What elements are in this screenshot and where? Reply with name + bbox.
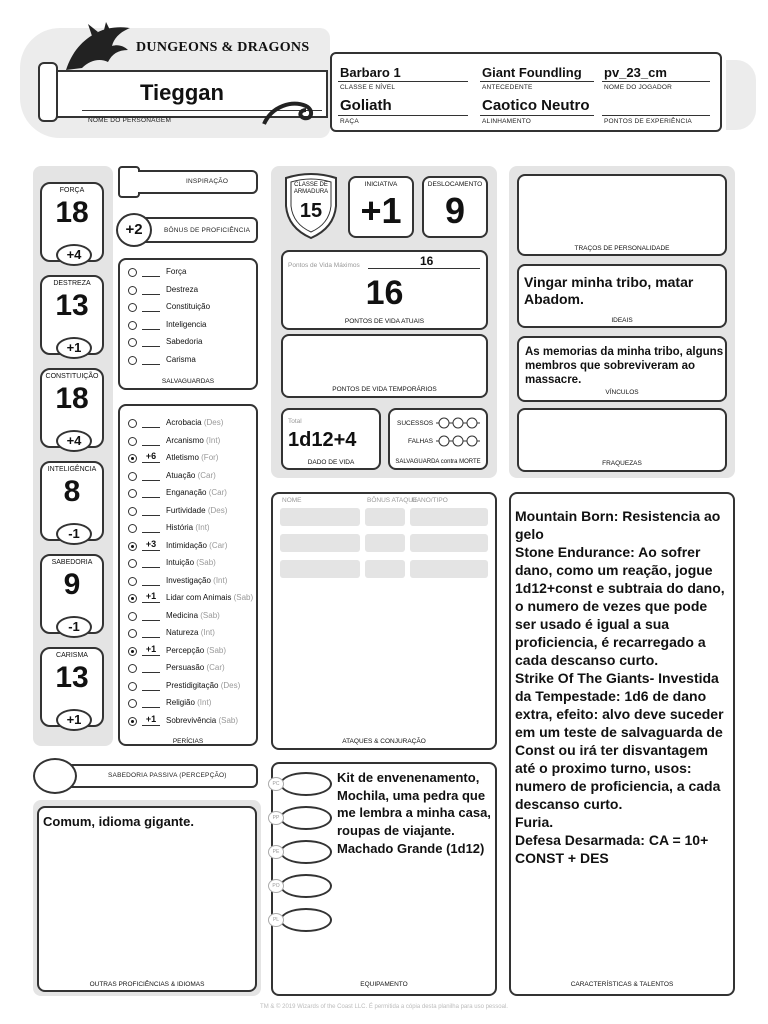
skill-name <box>166 558 216 567</box>
xp-label: PONTOS DE EXPERIÊNCIA <box>604 118 692 125</box>
proficiency-dot[interactable] <box>128 507 137 516</box>
inspiration-box[interactable] <box>118 166 140 198</box>
value-line <box>142 637 160 638</box>
proficiency-dot[interactable] <box>128 559 137 568</box>
value-line <box>142 311 160 312</box>
race-label: RAÇA <box>340 118 359 125</box>
skill-value[interactable]: +1 <box>145 643 157 654</box>
ability-score[interactable]: 18 <box>55 196 89 229</box>
skill-name <box>166 541 227 550</box>
proficiency-dot[interactable] <box>128 524 137 533</box>
value-line <box>142 602 160 603</box>
proficiency-dot[interactable] <box>128 303 137 312</box>
background-label: ANTECEDENTE <box>482 84 533 91</box>
hp-current-label: PONTOS DE VIDA ATUAIS <box>344 318 425 325</box>
ability-score[interactable]: 13 <box>55 661 89 694</box>
skill-name <box>166 471 216 480</box>
ability-score[interactable]: 9 <box>63 568 81 601</box>
proficiency-dot[interactable] <box>128 489 137 498</box>
banner-scroll-left <box>38 62 58 122</box>
coin-amount[interactable] <box>280 840 332 864</box>
attack-bonus-cell[interactable] <box>365 560 405 578</box>
coin-amount[interactable] <box>280 806 332 830</box>
skill-attribute: (Sab) <box>233 593 254 602</box>
skill-attribute: (Int) <box>197 698 212 707</box>
ability-score[interactable]: 13 <box>55 289 89 322</box>
player-line <box>602 81 710 82</box>
skill-name <box>166 506 227 515</box>
languages-title: OUTRAS PROFICIÊNCIAS & IDIOMAS <box>89 981 205 988</box>
proficiency-dot[interactable] <box>128 594 137 603</box>
value-line <box>142 655 160 656</box>
skill-label: Persuasão <box>166 663 205 672</box>
coin-amount[interactable] <box>280 908 332 932</box>
ability-modifier[interactable]: +1 <box>56 709 92 731</box>
value-line <box>142 567 160 568</box>
bonds-text[interactable]: As memorias da minha tribo, alguns membros que sobreviveram ao massacre. <box>525 346 724 386</box>
ability-block <box>40 554 104 634</box>
skill-name <box>166 436 220 445</box>
proficiency-dot[interactable] <box>128 664 137 673</box>
ability-name: SABEDORIA <box>51 559 93 566</box>
ability-name: CARISMA <box>56 652 88 659</box>
alignment-value[interactable]: Caotico Neutro <box>482 97 590 114</box>
value-line <box>142 364 160 365</box>
attack-name-cell[interactable] <box>280 534 360 552</box>
character-name[interactable]: Tieggan <box>140 80 224 105</box>
skill-label: Religião <box>166 698 195 707</box>
proficiency-value[interactable]: +2 <box>116 213 152 247</box>
race-value[interactable]: Goliath <box>340 97 392 114</box>
proficiency-dot[interactable] <box>128 321 137 330</box>
death-success-label: SUCESSOS <box>397 420 434 427</box>
skill-label: Natureza <box>166 628 199 637</box>
skill-name <box>166 523 210 532</box>
skill-name <box>166 663 225 672</box>
initiative-value[interactable]: +1 <box>360 190 402 231</box>
features-title: CARACTERÍSTICAS & TALENTOS <box>570 981 674 988</box>
saving-throw-name: Destreza <box>166 284 199 294</box>
ability-score[interactable]: 8 <box>63 475 81 508</box>
skill-attribute: (Car) <box>206 663 225 672</box>
attacks-col-bonus: BÔNUS ATAQUE <box>367 497 418 504</box>
ability-modifier[interactable]: +4 <box>56 244 92 266</box>
skill-label: Furtividade <box>166 505 206 515</box>
ability-block <box>40 182 104 262</box>
skill-name <box>166 576 227 585</box>
value-line <box>142 620 160 621</box>
coin-label: PC <box>268 777 284 791</box>
value-line <box>142 480 160 481</box>
proficiency-dot[interactable] <box>128 454 137 463</box>
skill-name <box>166 646 226 655</box>
saving-throw-name: Inteligencia <box>166 319 207 329</box>
skill-attribute: (Int) <box>213 575 228 585</box>
skill-label: Acrobacia <box>166 418 202 427</box>
proficiency-dot[interactable] <box>128 437 137 446</box>
attacks-col-name: NOME <box>282 497 302 504</box>
proficiency-dot[interactable] <box>128 612 137 621</box>
skill-name <box>166 681 240 690</box>
inspiration-label: INSPIRAÇÃO <box>186 178 229 185</box>
saving-throw-name: Constituição <box>166 302 211 311</box>
saving-throw-name: Carisma <box>166 354 196 364</box>
proficiency-dot[interactable] <box>128 542 137 551</box>
skills-title: PERÍCIAS <box>172 738 204 745</box>
value-line <box>142 690 160 691</box>
background-line <box>480 81 594 82</box>
skill-name <box>166 418 223 427</box>
value-line <box>142 707 160 708</box>
ability-score[interactable]: 18 <box>55 382 89 415</box>
proficiency-dot[interactable] <box>128 419 137 428</box>
coin-label: PL <box>268 913 284 927</box>
armor-class-label: CLASSE DE ARMADURA <box>293 182 329 195</box>
value-line <box>142 346 160 347</box>
ability-block <box>40 368 104 448</box>
value-line <box>142 497 160 498</box>
attack-name-cell[interactable] <box>280 508 360 526</box>
death-fail-checkboxes[interactable] <box>436 434 480 446</box>
saves-title: SALVAGUARDAS <box>161 378 215 385</box>
value-line <box>142 672 160 673</box>
value-line <box>142 276 160 277</box>
skill-label: Intuição <box>166 558 195 567</box>
player-name-value[interactable]: pv_23_cm <box>604 65 667 80</box>
skill-value[interactable]: +1 <box>145 713 157 724</box>
attack-damage-cell[interactable] <box>410 534 488 552</box>
header-splash-right <box>726 60 756 130</box>
proficiency-dot[interactable] <box>128 647 137 656</box>
value-line <box>142 532 160 533</box>
coin-label: PE <box>268 845 284 859</box>
ability-name: CONSTITUIÇÃO <box>45 373 99 380</box>
skill-attribute: (Des) <box>207 505 228 515</box>
skill-label: Enganação <box>166 488 207 497</box>
personality-box <box>517 174 727 256</box>
value-line <box>142 462 160 463</box>
xp-line <box>602 115 710 116</box>
skill-label: Investigação <box>166 575 211 585</box>
skill-attribute: (Des) <box>220 680 241 690</box>
coin-label: PO <box>268 879 284 893</box>
value-line <box>142 329 160 330</box>
coin-amount[interactable] <box>280 874 332 898</box>
hp-current-value[interactable]: 16 <box>365 274 404 312</box>
bonds-label: VÍNCULOS <box>605 389 639 396</box>
skill-attribute: (Car) <box>209 540 228 550</box>
value-line <box>142 294 160 295</box>
background-value[interactable]: Giant Foundling <box>482 65 582 80</box>
proficiency-dot[interactable] <box>128 717 137 726</box>
skill-label: Prestidigitação <box>166 680 219 690</box>
attack-damage-cell[interactable] <box>410 508 488 526</box>
equipment-text[interactable]: Kit de envenenamento, Mochila, uma pedra que me lembra a minha casa, roupas de viajante. Machado Grande (1d12) <box>337 770 491 856</box>
ideals-text[interactable]: Vingar minha tribo, matar Abadom. <box>524 274 694 307</box>
skill-name <box>166 628 215 637</box>
hit-dice-value[interactable]: 1d12+4 <box>288 429 357 451</box>
equipment-title: EQUIPAMENTO <box>360 981 408 988</box>
coin-label: PP <box>268 811 284 825</box>
ability-block <box>40 275 104 355</box>
alignment-label: ALINHAMENTO <box>482 118 532 125</box>
proficiency-label: BÔNUS DE PROFICIÊNCIA <box>164 227 251 234</box>
skill-attribute: (Sab) <box>206 645 227 655</box>
attack-bonus-cell[interactable] <box>365 534 405 552</box>
class-level-value[interactable]: Barbaro 1 <box>340 65 401 80</box>
death-success-checkboxes[interactable] <box>436 416 480 428</box>
skill-attribute: (Int) <box>195 523 210 532</box>
footer-copyright: TM & © 2019 Wizards of the Coast LLC. É permitida a cópia desta planilha para uso pessoal. <box>260 1004 508 1010</box>
skill-label: Medicina <box>166 610 199 620</box>
skill-attribute: (Des) <box>203 418 224 427</box>
saving-throw-name: Sabedoria <box>166 337 203 346</box>
skill-label: Arcanismo <box>166 435 204 445</box>
death-save-label: SALVAGUARDA contra MORTE <box>395 459 481 465</box>
ability-name: DESTREZA <box>53 280 91 287</box>
features-text[interactable]: Mountain Born: Resistencia ao gelo Stone Endurance: Ao sofrer dano, como um reação, jogue 1d12+const e subtraia do dano, o numero de vezes que pode ser usado é igual a sua proficiencia, é recarregado a cada descanso curto. Strike Of The Giants- Investida da Tempestade: 1d6 de dano extra, efeito: alvo deve suceder em um teste de salvaguarda de Const ou irá ter disvantagem até o proximo turno, usos: numero de proficiencia, a cada descanso curto. Furia. Defesa Desarmada: CA = 10+ CONST + DES <box>515 508 725 866</box>
hp-max-value[interactable]: 16 <box>420 254 434 268</box>
personality-label: TRAÇOS DE PERSONALIDADE <box>574 245 670 252</box>
proficiency-dot[interactable] <box>128 699 137 708</box>
skill-attribute: (Int) <box>200 628 215 637</box>
languages-text[interactable]: Comum, idioma gigante. <box>43 814 194 829</box>
proficiency-dot[interactable] <box>128 338 137 347</box>
passive-value[interactable] <box>33 758 77 794</box>
value-line <box>142 585 160 586</box>
ability-block <box>40 647 104 727</box>
skill-name <box>166 716 238 725</box>
attacks-title: ATAQUES & CONJURAÇÃO <box>342 738 426 745</box>
skill-label: Atletismo <box>166 453 199 462</box>
ability-modifier[interactable]: +4 <box>56 430 92 452</box>
proficiency-dot[interactable] <box>128 629 137 638</box>
ability-name: FORÇA <box>59 187 85 194</box>
initiative-label: INICIATIVA <box>364 181 398 188</box>
skill-name <box>166 593 253 602</box>
proficiency-dot[interactable] <box>128 682 137 691</box>
value-line <box>142 515 160 516</box>
dragon-logo-icon <box>62 22 134 74</box>
value-line <box>142 550 160 551</box>
hp-max-label: Pontos de Vida Máximos <box>288 262 360 269</box>
proficiency-dot[interactable] <box>128 356 137 365</box>
ability-modifier[interactable]: -1 <box>56 523 92 545</box>
proficiency-dot[interactable] <box>128 577 137 586</box>
value-line <box>142 427 160 428</box>
skill-value[interactable]: +1 <box>145 591 157 601</box>
skill-attribute: (For) <box>201 453 219 462</box>
skill-label: Lidar com Animais <box>166 593 232 602</box>
flaws-label: FRAQUEZAS <box>602 460 642 467</box>
armor-class-value[interactable]: 15 <box>299 200 323 222</box>
proficiency-dot[interactable] <box>128 472 137 481</box>
ability-block <box>40 461 104 541</box>
skill-attribute: (Int) <box>206 435 221 445</box>
ability-modifier[interactable]: -1 <box>56 616 92 638</box>
attacks-col-damage: DANO/TIPO <box>412 497 448 504</box>
skill-value[interactable]: +3 <box>145 538 157 549</box>
skill-label: Intimidação <box>166 540 207 550</box>
saving-throw-name: Força <box>166 267 187 276</box>
proficiency-dot[interactable] <box>128 286 137 295</box>
alignment-line <box>480 115 594 116</box>
class-level-label: CLASSE E NÍVEL <box>340 84 396 91</box>
speed-label: DESLOCAMENTO <box>427 181 483 188</box>
hit-dice-total-label: Total <box>288 418 302 425</box>
skill-label: História <box>166 523 194 532</box>
passive-label: SABEDORIA PASSIVA (PERCEPÇÃO) <box>108 772 227 779</box>
class-line <box>338 81 468 82</box>
race-line <box>338 115 468 116</box>
value-line <box>142 445 160 446</box>
death-fail-label: FALHAS <box>408 438 433 445</box>
skill-attribute: (Car) <box>197 470 216 480</box>
hp-temp-label: PONTOS DE VIDA TEMPORÁRIOS <box>332 386 437 393</box>
ability-modifier[interactable]: +1 <box>56 337 92 359</box>
skill-name <box>166 488 227 497</box>
value-line <box>142 725 160 726</box>
speed-value[interactable]: 9 <box>444 190 466 231</box>
character-name-label: NOME DO PERSONAGEM <box>88 117 172 124</box>
skill-attribute: (Car) <box>208 488 227 497</box>
skill-name <box>166 611 220 620</box>
player-name-label: NOME DO JOGADOR <box>604 84 673 91</box>
skill-name <box>166 453 218 462</box>
skill-attribute: (Sab) <box>196 558 216 567</box>
languages-box <box>37 806 257 992</box>
skill-label: Atuação <box>166 470 196 480</box>
ideals-label: IDEAIS <box>611 317 633 324</box>
skill-attribute: (Sab) <box>200 610 220 620</box>
swirl-decoration-icon <box>262 96 322 126</box>
skill-label: Percepção <box>166 645 205 655</box>
skill-name <box>166 698 211 707</box>
attack-damage-cell[interactable] <box>410 560 488 578</box>
skill-label: Sobrevivência <box>166 715 217 725</box>
coin-amount[interactable] <box>280 772 332 796</box>
skill-attribute: (Sab) <box>218 715 239 725</box>
attack-name-cell[interactable] <box>280 560 360 578</box>
ability-name: INTELIGÊNCIA <box>47 466 97 473</box>
hit-dice-label: DADO DE VIDA <box>307 459 355 466</box>
hp-max-line <box>368 268 480 269</box>
attacks-box <box>271 492 497 750</box>
attack-bonus-cell[interactable] <box>365 508 405 526</box>
logo-text: DUNGEONS & DRAGONS <box>136 40 310 55</box>
proficiency-dot[interactable] <box>128 268 137 277</box>
skill-value[interactable]: +6 <box>145 451 157 461</box>
